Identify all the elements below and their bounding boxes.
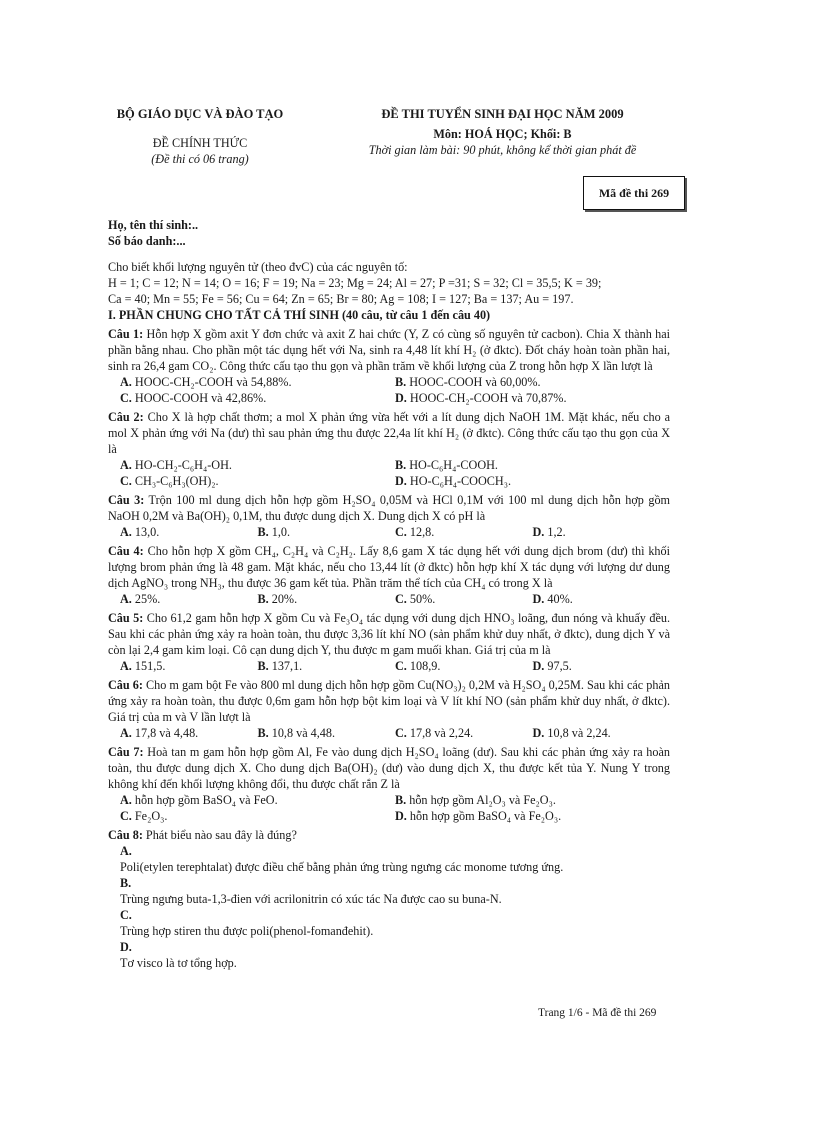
option-b[interactable]: B. 1,0. xyxy=(257,525,291,539)
options xyxy=(108,390,670,406)
header-right xyxy=(335,106,670,158)
options xyxy=(108,808,670,824)
exam-code: Mã đề thi 269 xyxy=(598,185,670,200)
question-label: Câu 8: xyxy=(108,828,143,842)
options xyxy=(108,473,670,489)
option-d[interactable]: D. Tơ visco là tơ tổng hợp. xyxy=(120,940,237,970)
option-d[interactable]: D. 10,8 và 2,24. xyxy=(532,726,611,740)
question-text: Cho hỗn hợp X gồm CH₄, C₂H₄ và C₂H₂. Lấy 8,6 gam X tác dụng hết với dung dịch brom (dư) thì khối lượng brom phản ứng là 48 gam. Mặt khác, nếu cho 13,44 lít (ở đktc) hỗn hợp khí X tác dụng với lượng dư dung dịch AgNO₃ trong NH₃, thu được 36 gam kết tủa. Phần trăm thể tích của CH₄ có trong X là xyxy=(108,544,670,590)
option-d[interactable]: D. 1,2. xyxy=(532,525,566,539)
question-text: Hỗn hợp X gồm axit Y đơn chức và axit Z hai chức (Y, Z có cùng số nguyên tử cacbon). Chia X thành hai phần bằng nhau. Cho phần một tác dụng hết với Na, sinh ra 4,48 lít khí H₂ (ở đktc). Đốt cháy hoàn toàn phần hai, sinh ra 26,4 gam CO₂. Công thức cấu tạo thu gọn và phần trăm về khối lượng của Z trong hỗn hợp X lần lượt là xyxy=(108,327,671,373)
option-a[interactable]: A. 25%. xyxy=(120,592,161,606)
option-c[interactable]: C. HOOC-COOH và 42,86%. xyxy=(120,391,267,405)
option-a[interactable]: A. 151,5. xyxy=(120,659,166,673)
options xyxy=(108,374,670,390)
question-8 xyxy=(108,827,670,971)
question-text: Phát biểu nào sau đây là đúng? xyxy=(145,828,297,842)
option-d[interactable]: D. 97,5. xyxy=(532,659,572,673)
question-text: Hoà tan m gam hỗn hợp gồm Al, Fe vào dung dịch H₂SO₄ loãng (dư). Sau khi các phản ứng xảy ra hoàn toàn, thu được dung dịch X. Cho dung dịch Ba(OH)₂ (dư) vào dung dịch X, thu được kết tủa Y. Nung Y trong không khí đến khối lượng không đổi, thu được chất rắn Z là xyxy=(108,745,671,791)
options xyxy=(108,457,670,473)
header-left xyxy=(100,106,300,167)
option-c[interactable]: C. 50%. xyxy=(395,592,436,606)
ministry-name: BỘ GIÁO DỤC VÀ ĐÀO TẠO xyxy=(116,107,284,121)
exam-content xyxy=(108,217,670,971)
options xyxy=(108,725,670,741)
question-label: Câu 1: xyxy=(108,327,144,341)
page-count-note: (Đề thi có 06 trang) xyxy=(151,152,249,166)
candidate-id-line: Số báo danh:... xyxy=(108,234,186,248)
options xyxy=(108,658,670,674)
question-label: Câu 7: xyxy=(108,745,144,759)
option-b[interactable]: B. HO-C₆H₄-COOH. xyxy=(395,458,498,472)
question-label: Câu 5: xyxy=(108,611,144,625)
options xyxy=(108,792,670,808)
option-d[interactable]: D. HO-C₆H₄-COOCH₃. xyxy=(395,474,512,488)
options xyxy=(108,843,670,971)
option-c[interactable]: C. 17,8 và 2,24. xyxy=(395,726,474,740)
question-1 xyxy=(108,326,670,406)
option-c[interactable]: C. 12,8. xyxy=(395,525,435,539)
options xyxy=(108,591,670,607)
question-label: Câu 2: xyxy=(108,410,144,424)
question-7 xyxy=(108,744,670,824)
question-label: Câu 4: xyxy=(108,544,144,558)
atomic-mass-line-1: H = 1; C = 12; N = 14; O = 16; F = 19; Na = 23; Mg = 24; Al = 27; P =31; S = 32; Cl = 35,5; K = 39; xyxy=(108,276,602,290)
question-text: Trộn 100 ml dung dịch hỗn hợp gồm H₂SO₄ 0,05M và HCl 0,1M với 100 ml dung dịch hỗn hợp gồm NaOH 0,2M và Ba(OH)₂ 0,1M, thu được dung dịch X. Dung dịch X có pH là xyxy=(108,493,671,523)
options xyxy=(108,524,670,540)
question-label: Câu 3: xyxy=(108,493,145,507)
question-text: Cho 61,2 gam hỗn hợp X gồm Cu và Fe₃O₄ tác dụng với dung dịch HNO₃ loãng, đun nóng và khuấy đều. Sau khi các phản ứng xảy ra hoàn toàn, thu được 3,36 lít khí NO (sản phẩm khử duy nhất, ở đktc), dung dịch Y và còn lại 2,4 gam kim loại. Cô cạn dung dịch Y, thu được m gam muối khan. Giá trị của m là xyxy=(108,611,671,657)
option-b[interactable]: B. 20%. xyxy=(257,592,298,606)
option-b[interactable]: B. hỗn hợp gồm Al₂O₃ và Fe₂O₃. xyxy=(395,793,556,807)
question-3 xyxy=(108,492,670,540)
option-d[interactable]: D. HOOC-CH₂-COOH và 70,87%. xyxy=(395,391,567,405)
option-a[interactable]: A. Poli(etylen terephtalat) được điều chế bằng phản ứng trùng ngưng các monome tương ứng. xyxy=(120,844,564,874)
question-5 xyxy=(108,610,670,674)
exam-title: ĐỀ THI TUYỂN SINH ĐẠI HỌC NĂM 2009 xyxy=(381,107,624,121)
atomic-mass-line-2: Ca = 40; Mn = 55; Fe = 56; Cu = 64; Zn = 65; Br = 80; Ag = 108; I = 127; Ba = 137; Au = 197. xyxy=(108,292,574,306)
option-b[interactable]: B. Trùng ngưng buta-1,3-đien với acrilonitrin có xúc tác Na được cao su buna-N. xyxy=(120,876,502,906)
official-label: ĐỀ CHÍNH THỨC xyxy=(152,136,248,150)
option-d[interactable]: D. 40%. xyxy=(532,592,573,606)
option-b[interactable]: B. HOOC-COOH và 60,00%. xyxy=(395,375,541,389)
subject-line: Môn: HOÁ HỌC; Khối: B xyxy=(433,127,572,141)
section-title: I. PHẦN CHUNG CHO TẤT CẢ THÍ SINH (40 câu, từ câu 1 đến câu 40) xyxy=(108,308,491,322)
page-footer: Trang 1/6 - Mã đề thi 269 xyxy=(538,1007,657,1019)
option-c[interactable]: C. CH₃-C₆H₃(OH)₂. xyxy=(120,474,219,488)
question-text: Cho m gam bột Fe vào 800 ml dung dịch hỗn hợp gồm Cu(NO₃)₂ 0,2M và H₂SO₄ 0,25M. Sau khi các phản ứng xảy ra hoàn toàn, thu được 0,6m gam hỗn hợp bột kim loại và V lít khí NO (sản phẩm khử duy nhất, ở đktc). Giá trị của m và V lần lượt là xyxy=(108,678,671,724)
option-c[interactable]: C. 108,9. xyxy=(395,659,441,673)
question-text: Cho X là hợp chất thơm; a mol X phản ứng vừa hết với a lít dung dịch NaOH 1M. Mặt khác, nếu cho a mol X phản ứng với Na (dư) thì sau phản ứng thu được 22,4a lít khí H₂ (ở đktc). Công thức cấu tạo thu gọn của X là xyxy=(108,410,671,456)
option-a[interactable]: A. HO-CH₂-C₆H₄-OH. xyxy=(120,458,232,472)
option-b[interactable]: B. 10,8 và 4,48. xyxy=(257,726,336,740)
exam-code-box xyxy=(583,176,685,210)
option-a[interactable]: A. 13,0. xyxy=(120,525,160,539)
question-label: Câu 6: xyxy=(108,678,143,692)
option-c[interactable]: C. Trùng hợp stiren thu được poli(phenol-fomanđehit). xyxy=(120,908,374,938)
question-4 xyxy=(108,543,670,607)
option-c[interactable]: C. Fe₂O₃. xyxy=(120,809,168,823)
option-a[interactable]: A. HOOC-CH₂-COOH và 54,88%. xyxy=(120,375,292,389)
option-b[interactable]: B. 137,1. xyxy=(257,659,303,673)
option-d[interactable]: D. hỗn hợp gồm BaSO₄ và Fe₂O₃. xyxy=(395,809,562,823)
question-2 xyxy=(108,409,670,489)
question-6 xyxy=(108,677,670,741)
time-note: Thời gian làm bài: 90 phút, không kể thời gian phát đề xyxy=(368,143,637,157)
option-a[interactable]: A. 17,8 và 4,48. xyxy=(120,726,199,740)
option-a[interactable]: A. hỗn hợp gồm BaSO₄ và FeO. xyxy=(120,793,278,807)
candidate-name-line: Họ, tên thí sinh:.. xyxy=(108,218,199,232)
atomic-mass-intro: Cho biết khối lượng nguyên tử (theo đvC) của các nguyên tố: xyxy=(108,260,408,274)
